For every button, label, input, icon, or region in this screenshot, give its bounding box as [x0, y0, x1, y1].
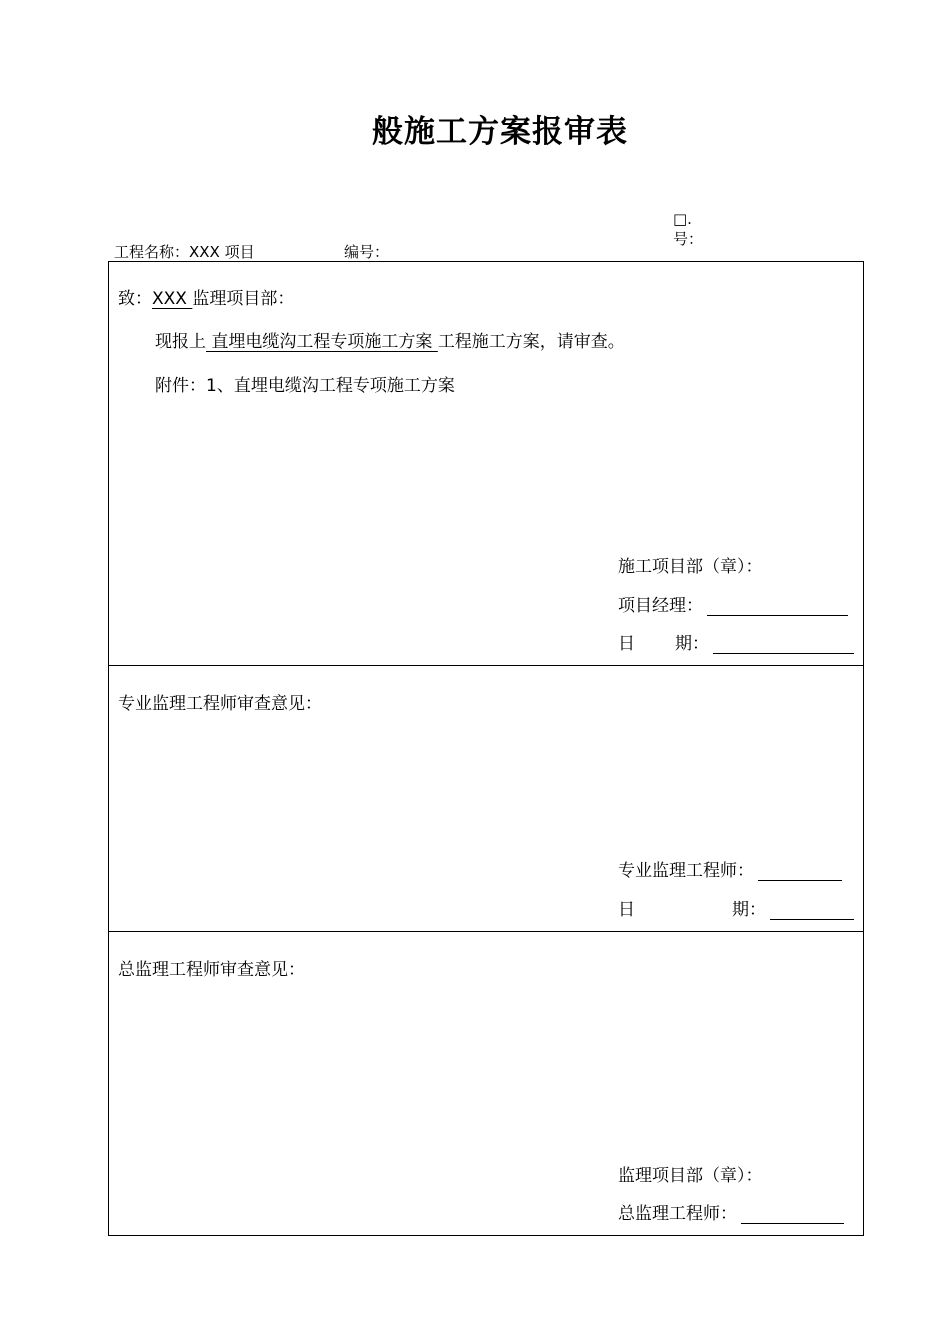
form-number-mark: 号： [673, 230, 704, 248]
date-label-char-2: 期： [675, 634, 709, 654]
form-box-mark: □. [673, 210, 692, 228]
date-field-1[interactable] [713, 635, 854, 654]
page-title: 般施工方案报审表 [372, 114, 628, 150]
chief-engineer-opinion-label: 总监理工程师审查意见： [118, 960, 305, 980]
submission-suffix: 工程施工方案，请审查。 [437, 332, 625, 352]
supervision-dept-seal-label: 监理项目部（章）： [618, 1166, 763, 1186]
project-manager-signature-field[interactable] [707, 597, 848, 616]
section-divider-1 [108, 665, 864, 666]
project-name-label: 工程名称：XXX 项目 [114, 243, 255, 261]
date-row-2 [618, 895, 854, 920]
date-row-1 [618, 629, 854, 654]
date-field-2[interactable] [770, 901, 854, 920]
addressee-prefix: 致： [118, 289, 152, 309]
project-manager-row [618, 591, 848, 616]
addressee-suffix: 监理项目部： [192, 289, 295, 309]
submission-prefix: 现报上 [155, 332, 206, 352]
construction-dept-seal-label: 施工项目部（章）： [618, 557, 763, 577]
form-frame [108, 261, 864, 1236]
specialty-engineer-signature-field[interactable] [758, 862, 842, 881]
chief-engineer-label: 总监理工程师： [618, 1204, 737, 1224]
chief-engineer-row [618, 1199, 844, 1224]
addressee-name: XXX [152, 289, 193, 309]
submitted-plan-name: 直埋电缆沟工程专项施工方案 [206, 332, 438, 352]
section-divider-2 [108, 931, 864, 932]
chief-engineer-signature-field[interactable] [741, 1205, 844, 1224]
addressee-line [118, 284, 294, 309]
date-label-char-2: 期： [732, 900, 766, 920]
specialty-engineer-row [618, 856, 842, 881]
date-label-char-1: 日 [618, 634, 635, 654]
specialty-engineer-opinion-label: 专业监理工程师审查意见： [118, 694, 322, 714]
attachment-line: 附件：1、直埋电缆沟工程专项施工方案 [155, 376, 455, 396]
serial-number-label: 编号： [344, 243, 390, 261]
submission-line [155, 327, 625, 352]
specialty-engineer-label: 专业监理工程师： [618, 861, 754, 881]
project-manager-label: 项目经理： [618, 596, 703, 616]
date-label-char-1: 日 [618, 900, 635, 920]
